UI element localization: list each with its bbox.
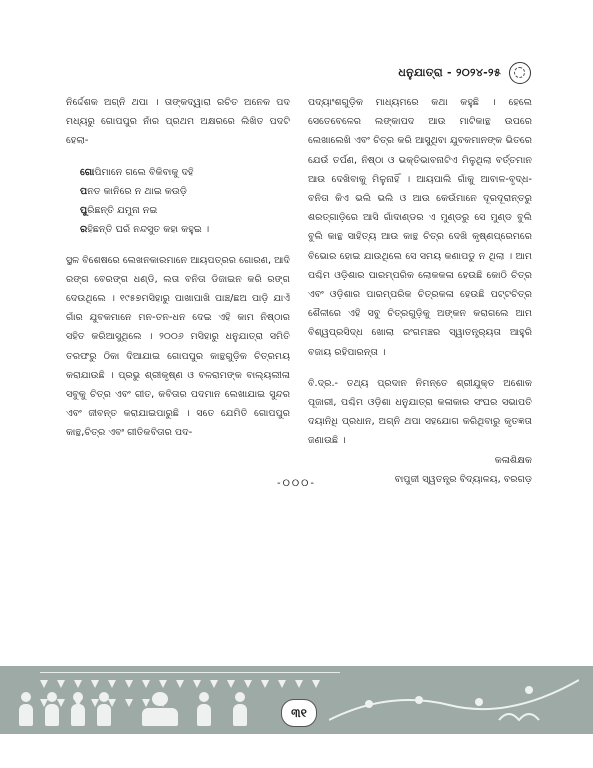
emblem-icon (509, 62, 531, 84)
right-paragraph-1: ପଦ୍ୟାଂଶଗୁଡ଼ିକ ମାଧ୍ୟମରେ କଥା କହୁଛି । ହେଲେ ସେତେବେଳେର ଲଙ୍କାପଦ ଆଉ ମାଟିକାନ୍ଥ ଉପରେ ଲେଖାଲେଖି ଏବଂ ଚିତ୍ର କରି ଆସୁଥିବା ଯୁବକମାନଙ୍କ ଭିତରେ ଯେଉଁ ତର୍ପଣ, ନିଷ୍ଠା ଓ ଭକ୍ତିଭାବନାଟିଏ ମିଳୁଥିଲା ବର୍ତ୍ତମାନ ଆଉ ଦେଖିବାକୁ ମିଳୁନାହିଁ । ଆୟପାଲି ଗାଁକୁ ଆବାଳ-ବୃଦ୍ଧ-ବନିତା କିଏ ଭଲି ଭଲି ଓ ଆଉ କେଉଁମାନେ ଦୂରଦୂରାନ୍ତରୁ ଶରତ୍ଗାଡ଼ିରେ ଆସି ଗାଁଦାଣ୍ଡର ଏ ମୁଣ୍ଡରୁ ସେ ମୁଣ୍ଡ ବୁଲି ବୁଲି କାନ୍ଥ ସାହିତ୍ୟ ଆଉ କାନ୍ଥ ଚିତ୍ର ଦେଖି କୃଷ୍ଣପ୍ରେମରେ ବିଭୋର ହୋଇ ଯାଉଥିଲେ ସେ ସମୟ କଣାପଡୁ ନ ଥିଲା । ଆମ ପଶ୍ଚିମ ଓଡ଼ିଶାର ପାରମ୍ପରିକ ଲୋକକଳା ହେଉଛି କୋଠି ଚିତ୍ର ଏବଂ ଓଡ଼ିଶାର ପାରମ୍ପରିକ ଚିତ୍ରକଳା ହେଉଛି ପଟ୍ଟଚିତ୍ର ଶୈଳୀରେ ଏହି ସବୁ ଚିତ୍ରଗୁଡ଼ିକୁ ଅଙ୍କନ କରାଗଲେ ଆମ ବିଶ୍ୱପ୍ରସିଦ୍ଧ ଖୋଲା ରଂଗମଞ୍ଚର ସ୍ୱାତନ୍ତ୍ର୍ୟତା ଆହୁରି ବଜାୟ ରହିପାରନ୍ତା । (308, 97, 532, 358)
left-paragraph-2: ସ୍ଥଳ ବିଶେଷରେ ଲେଖନକାରମାନେ ଆୟପତ୍ରର ଗୋରଣ, ଆଦି ରଙ୍ଗ ବେରଙ୍ଗ ଧଣ୍ଡି, ଲତା ବନିତା ଡିଜାଇନ କରି ରଙ୍ଗ ଦେଉଥିଲେ । ୧୯୫୭ମସିହାରୁ ପାଖାପାଖି ପାଞ୍ଚ/ଛଅ ପାଡ଼ି ଯାଏଁ ଗାଁର ଯୁବକମାନେ ମନ-ତନ-ଧନ ଦେଇ ଏହି କାମ ନିଷ୍ଠାର ସହିତ କରିଆସୁଥିଲେ । ୨୦୦୬ ମସିହାରୁ ଧନୁଯାତ୍ରା ସମିତି ତରଫରୁ ଠିକା ଦିଆଯାଇ ଗୋପପୁର କାନ୍ଥଗୁଡ଼ିକ ଚିତ୍ରମୟ କରାଯାଉଛି । ପ୍ରଭୁ ଶ୍ରୀକୃଷ୍ଣ ଓ ବଳରାମଙ୍କ ବାଲ୍ୟଲୀଳା ସବୁକୁ ଚିତ୍ର ଏବଂ ଗୀତ, କବିତାର ପଦମାନ ଲେଖାଯାଇ ସୁନ୍ଦର ଏବଂ ଜୀବନ୍ତ କରାଯାଇପାରୁଛି । ସତେ ଯେମିତି ଗୋପପୁର କାନ୍ଥ,ଚିତ୍ର ଏବଂ ଗୀତିକବିତାର ପଦ- (66, 254, 290, 439)
figure-decoration (96, 692, 112, 726)
bunting-decoration (40, 672, 340, 687)
section-divider: -୦୦୦- (277, 478, 316, 489)
figure-decoration (18, 692, 34, 726)
vine-decoration (329, 670, 579, 730)
right-column (308, 93, 532, 489)
figure-decoration (44, 692, 60, 726)
header-title: ଧନୁଯାତ୍ରା - ୨୦୨୪-୨୫ (398, 66, 501, 79)
verse-block (80, 163, 290, 239)
verse-line: ପନତ କାନିରେ ନ ଥାଇ କଉଡ଼ି (80, 185, 187, 197)
article-body (66, 93, 532, 489)
verse-line: ଗୋପିମାନେ ଗଲେ ବିକିବାକୁ ଦହି (80, 166, 194, 178)
elephant-decoration (140, 692, 180, 726)
left-column (66, 93, 290, 489)
acknowledgement: ବି.ଦ୍ର.- ତଥ୍ୟ ପ୍ରଦାନ ନିମନ୍ତେ ଶ୍ରୀଯୁକ୍ତ ଅଶୋକ ପୂଜାରୀ, ପଶ୍ଚିମ ଓଡ଼ିଶା ଧନୁଯାତ୍ରା କଳାକାର ସଂଘର ସଭାପତି ଦୟାନିଧି ପ୍ରଧାନ, ଅଗ୍ନି ଥପା ସହଯୋଗ କରିଥିବାରୁ କୃତଜ୍ଞତା ଜଣାଉଛି । (308, 377, 532, 447)
page-header (398, 62, 531, 84)
figure-decoration (196, 692, 212, 726)
signature-role: କଳାଶିକ୍ଷକ (494, 454, 532, 466)
figure-decoration (70, 692, 86, 726)
verse-line: ପୁରିଛନ୍ତି ଯମୁନା ନଇ (80, 204, 158, 216)
figure-decoration (232, 692, 248, 726)
page-number: ୩୧ (281, 699, 317, 727)
left-paragraph-1: ନିର୍ଦ୍ଦେଶକ ଅଗ୍ନି ଥପା । ତାଙ୍କଦ୍ୱାରା ରଚିତ ଅନେକ ପଦ ମଧ୍ୟରୁ ଗୋପପୁର ନାଁର ପ୍ରଥମ ଅକ୍ଷରରେ ଲିଖିତ ପଦଟି ହେଲା- (66, 97, 290, 147)
signature-place: ବାପୁଜୀ ସ୍ୱତନ୍ତ୍ର ବିଦ୍ୟାଳୟ, ବରଗଡ଼ (394, 473, 532, 485)
verse-line: ରହିଛନ୍ତି ଘରଁ ନନ୍ଦସୁତ କହା କହୁଇ । (80, 223, 210, 235)
